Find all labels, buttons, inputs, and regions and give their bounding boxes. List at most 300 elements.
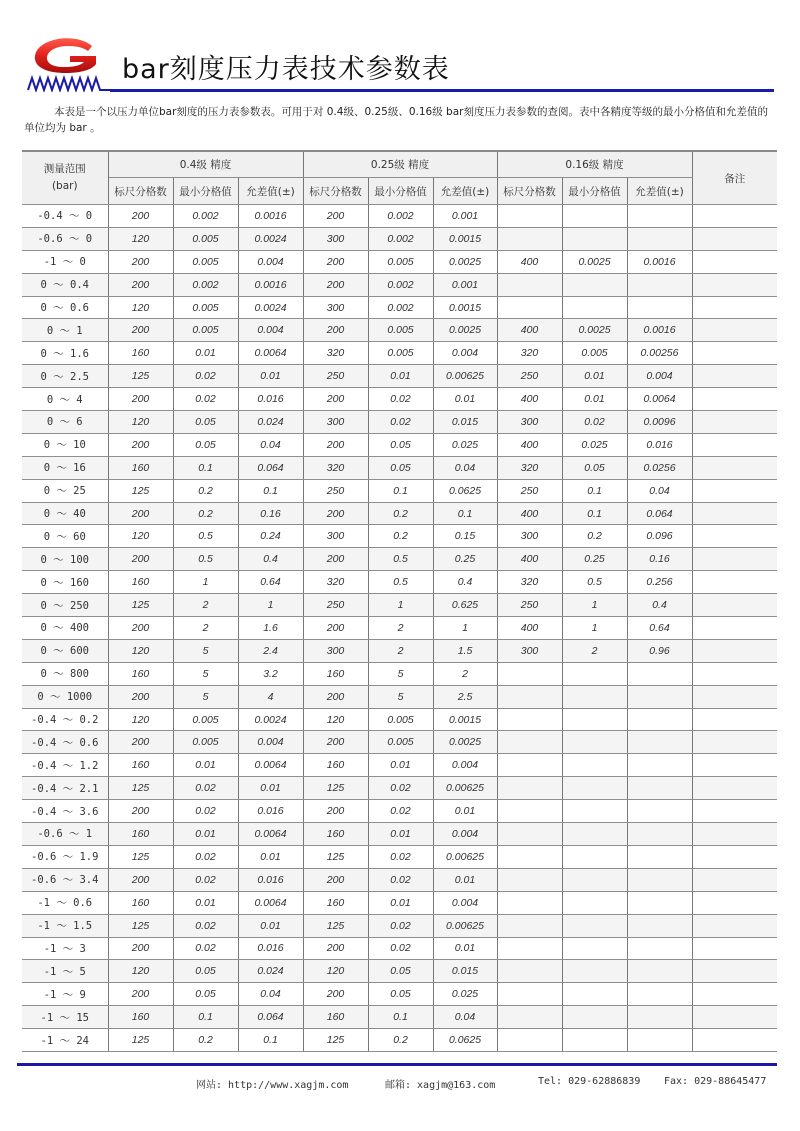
value-cell: 0.002 xyxy=(368,205,433,228)
value-cell: 0.01 xyxy=(173,891,238,914)
value-cell: 300 xyxy=(303,639,368,662)
table-row xyxy=(22,411,777,434)
table-row xyxy=(22,273,777,296)
value-cell: 0.01 xyxy=(433,868,497,891)
range-header-label: 测量范围 xyxy=(43,163,86,175)
value-cell: 125 xyxy=(108,1029,173,1052)
value-cell xyxy=(627,891,692,914)
value-cell: 300 xyxy=(303,296,368,319)
value-cell: 0.096 xyxy=(627,525,692,548)
value-cell: 160 xyxy=(303,754,368,777)
sub-header-cell: 最小分格值 xyxy=(562,178,627,205)
value-cell: 0.01 xyxy=(238,845,303,868)
remark-cell xyxy=(692,845,777,868)
value-cell: 0.05 xyxy=(173,411,238,434)
value-cell: 0.2 xyxy=(562,525,627,548)
range-header xyxy=(22,151,108,205)
value-cell: 0.01 xyxy=(173,754,238,777)
value-cell: 0.0064 xyxy=(627,388,692,411)
remark-cell xyxy=(692,960,777,983)
value-cell: 2 xyxy=(433,662,497,685)
intro-paragraph: 本表是一个以压力单位bar刻度的压力表参数表。可用于对 0.4级、0.25级、0.16级 bar刻度压力表参数的查阅。表中各精度等级的最小分格值和允差值的单位均为 bar 。 xyxy=(24,106,768,134)
value-cell: 0.02 xyxy=(173,365,238,388)
table-row xyxy=(22,845,777,868)
value-cell: 2 xyxy=(368,639,433,662)
value-cell: 250 xyxy=(303,365,368,388)
value-cell: 0.1 xyxy=(562,502,627,525)
range-cell: -1 ～ 0 xyxy=(22,250,108,273)
value-cell: 0.01 xyxy=(238,914,303,937)
value-cell: 0.05 xyxy=(173,433,238,456)
value-cell: 0.005 xyxy=(173,708,238,731)
remark-cell xyxy=(692,479,777,502)
value-cell: 0.05 xyxy=(173,960,238,983)
value-cell: 0.005 xyxy=(173,296,238,319)
value-cell: 0.02 xyxy=(173,388,238,411)
value-cell: 320 xyxy=(497,571,562,594)
value-cell xyxy=(497,685,562,708)
value-cell: 0.016 xyxy=(238,388,303,411)
value-cell: 0.2 xyxy=(368,1029,433,1052)
logo-g-icon xyxy=(35,38,96,73)
value-cell: 0.25 xyxy=(562,548,627,571)
value-cell xyxy=(562,845,627,868)
value-cell: 0.16 xyxy=(627,548,692,571)
value-cell: 0.0096 xyxy=(627,411,692,434)
value-cell: 0.25 xyxy=(433,548,497,571)
value-cell: 0.004 xyxy=(433,823,497,846)
value-cell xyxy=(497,1029,562,1052)
value-cell: 0.02 xyxy=(368,777,433,800)
value-cell: 0.1 xyxy=(368,1006,433,1029)
table-row xyxy=(22,1029,777,1052)
range-cell: 0 ～ 1.6 xyxy=(22,342,108,365)
value-cell: 0.01 xyxy=(173,342,238,365)
value-cell: 0.2 xyxy=(173,1029,238,1052)
range-cell: -1 ～ 0.6 xyxy=(22,891,108,914)
value-cell: 125 xyxy=(108,594,173,617)
group-header-0-16: 0.16级 精度 xyxy=(497,151,692,178)
value-cell: 0.01 xyxy=(238,777,303,800)
value-cell: 0.05 xyxy=(368,433,433,456)
value-cell: 0.1 xyxy=(238,1029,303,1052)
remark-cell xyxy=(692,731,777,754)
range-cell: -0.4 ～ 3.6 xyxy=(22,800,108,823)
value-cell: 125 xyxy=(303,1029,368,1052)
value-cell: 400 xyxy=(497,433,562,456)
range-cell: 0 ～ 60 xyxy=(22,525,108,548)
value-cell: 0.0625 xyxy=(433,1029,497,1052)
range-cell: -0.4 ～ 0.6 xyxy=(22,731,108,754)
value-cell: 0.256 xyxy=(627,571,692,594)
remark-cell xyxy=(692,205,777,228)
value-cell xyxy=(562,960,627,983)
value-cell xyxy=(497,1006,562,1029)
value-cell: 200 xyxy=(303,868,368,891)
value-cell: 400 xyxy=(497,617,562,640)
remark-cell xyxy=(692,342,777,365)
remark-cell xyxy=(692,708,777,731)
range-cell: 0 ～ 800 xyxy=(22,662,108,685)
value-cell: 0.2 xyxy=(173,502,238,525)
value-cell: 0.02 xyxy=(368,868,433,891)
table-row xyxy=(22,777,777,800)
value-cell: 0.64 xyxy=(627,617,692,640)
value-cell: 300 xyxy=(303,227,368,250)
value-cell: 0.02 xyxy=(368,914,433,937)
value-cell: 1.6 xyxy=(238,617,303,640)
remark-cell xyxy=(692,685,777,708)
value-cell: 0.0025 xyxy=(433,319,497,342)
value-cell: 0.015 xyxy=(433,960,497,983)
value-cell: 200 xyxy=(108,983,173,1006)
value-cell: 320 xyxy=(497,342,562,365)
table-row xyxy=(22,617,777,640)
range-cell: 0 ～ 0.4 xyxy=(22,273,108,296)
value-cell xyxy=(627,823,692,846)
table-row xyxy=(22,685,777,708)
value-cell: 0.005 xyxy=(173,731,238,754)
value-cell xyxy=(627,731,692,754)
value-cell: 125 xyxy=(108,365,173,388)
value-cell xyxy=(562,777,627,800)
value-cell xyxy=(497,754,562,777)
value-cell: 125 xyxy=(303,845,368,868)
company-logo xyxy=(26,36,110,92)
value-cell: 200 xyxy=(303,548,368,571)
table-row xyxy=(22,548,777,571)
value-cell xyxy=(562,296,627,319)
value-cell: 2 xyxy=(368,617,433,640)
value-cell: 0.0025 xyxy=(562,319,627,342)
value-cell xyxy=(627,1029,692,1052)
range-cell: 0 ～ 160 xyxy=(22,571,108,594)
table-row xyxy=(22,823,777,846)
range-cell: -1 ～ 1.5 xyxy=(22,914,108,937)
value-cell: 0.5 xyxy=(173,548,238,571)
table-row xyxy=(22,868,777,891)
table-row xyxy=(22,319,777,342)
range-cell: 0 ～ 6 xyxy=(22,411,108,434)
value-cell: 0.01 xyxy=(368,891,433,914)
value-cell xyxy=(497,960,562,983)
value-cell: 200 xyxy=(303,388,368,411)
sub-header-cell: 标尺分格数 xyxy=(108,178,173,205)
value-cell xyxy=(497,914,562,937)
table-row xyxy=(22,708,777,731)
value-cell: 0.1 xyxy=(368,479,433,502)
remark-cell xyxy=(692,983,777,1006)
value-cell xyxy=(562,914,627,937)
value-cell: 0.005 xyxy=(562,342,627,365)
range-cell: 0 ～ 10 xyxy=(22,433,108,456)
value-cell: 200 xyxy=(303,205,368,228)
value-cell: 160 xyxy=(303,662,368,685)
remark-cell xyxy=(692,433,777,456)
range-cell: -1 ～ 5 xyxy=(22,960,108,983)
value-cell: 0.04 xyxy=(433,1006,497,1029)
value-cell: 0.004 xyxy=(433,891,497,914)
value-cell: 0.01 xyxy=(433,800,497,823)
value-cell: 160 xyxy=(108,823,173,846)
value-cell: 0.015 xyxy=(433,411,497,434)
value-cell: 0.00625 xyxy=(433,365,497,388)
value-cell: 120 xyxy=(108,708,173,731)
value-cell: 0.0064 xyxy=(238,823,303,846)
value-cell: 2 xyxy=(562,639,627,662)
range-cell: -0.6 ～ 1 xyxy=(22,823,108,846)
value-cell: 120 xyxy=(108,227,173,250)
value-cell: 0.02 xyxy=(173,914,238,937)
value-cell: 0.05 xyxy=(173,983,238,1006)
value-cell: 0.01 xyxy=(173,823,238,846)
value-cell: 0.01 xyxy=(562,365,627,388)
value-cell: 200 xyxy=(108,502,173,525)
value-cell: 0.0024 xyxy=(238,296,303,319)
value-cell: 0.01 xyxy=(433,937,497,960)
value-cell: 0.0025 xyxy=(433,731,497,754)
value-cell: 0.4 xyxy=(238,548,303,571)
remark-cell xyxy=(692,411,777,434)
value-cell: 0.16 xyxy=(238,502,303,525)
value-cell: 120 xyxy=(108,411,173,434)
range-cell: -0.4 ～ 1.2 xyxy=(22,754,108,777)
table-row xyxy=(22,914,777,937)
value-cell: 200 xyxy=(108,731,173,754)
value-cell xyxy=(562,662,627,685)
value-cell: 0.0024 xyxy=(238,708,303,731)
value-cell: 160 xyxy=(303,823,368,846)
remark-cell xyxy=(692,365,777,388)
value-cell: 5 xyxy=(368,662,433,685)
remark-cell xyxy=(692,914,777,937)
value-cell xyxy=(627,708,692,731)
table-row xyxy=(22,365,777,388)
remark-cell xyxy=(692,823,777,846)
value-cell: 0.02 xyxy=(173,845,238,868)
remark-cell xyxy=(692,662,777,685)
value-cell: 120 xyxy=(108,525,173,548)
table-row xyxy=(22,800,777,823)
value-cell xyxy=(497,662,562,685)
value-cell: 0.00625 xyxy=(433,777,497,800)
value-cell: 200 xyxy=(303,937,368,960)
sub-header-cell: 允差值(±) xyxy=(433,178,497,205)
remark-cell xyxy=(692,250,777,273)
value-cell: 0.01 xyxy=(368,823,433,846)
remark-cell xyxy=(692,617,777,640)
value-cell xyxy=(497,937,562,960)
value-cell: 0.025 xyxy=(433,983,497,1006)
value-cell xyxy=(627,273,692,296)
value-cell: 0.004 xyxy=(433,342,497,365)
table-row xyxy=(22,983,777,1006)
value-cell xyxy=(497,777,562,800)
range-cell: 0 ～ 25 xyxy=(22,479,108,502)
value-cell: 0.1 xyxy=(173,1006,238,1029)
range-cell: 0 ～ 250 xyxy=(22,594,108,617)
range-cell: -1 ～ 15 xyxy=(22,1006,108,1029)
value-cell: 0.02 xyxy=(562,411,627,434)
value-cell: 200 xyxy=(303,250,368,273)
value-cell: 0.02 xyxy=(173,868,238,891)
value-cell: 125 xyxy=(303,777,368,800)
value-cell: 0.02 xyxy=(368,845,433,868)
value-cell: 0.025 xyxy=(433,433,497,456)
value-cell xyxy=(627,296,692,319)
table-row xyxy=(22,891,777,914)
value-cell: 0.01 xyxy=(433,388,497,411)
value-cell xyxy=(497,868,562,891)
value-cell xyxy=(562,708,627,731)
footer-tel: Tel: 029-62886839 xyxy=(538,1076,641,1087)
value-cell: 320 xyxy=(303,571,368,594)
value-cell: 0.2 xyxy=(173,479,238,502)
value-cell: 200 xyxy=(303,273,368,296)
range-cell: 0 ～ 600 xyxy=(22,639,108,662)
value-cell: 200 xyxy=(303,617,368,640)
value-cell: 0.625 xyxy=(433,594,497,617)
page-title: bar刻度压力表技术参数表 xyxy=(122,54,450,85)
remark-cell xyxy=(692,868,777,891)
value-cell: 200 xyxy=(303,800,368,823)
value-cell: 0.2 xyxy=(368,525,433,548)
value-cell: 0.0064 xyxy=(238,891,303,914)
value-cell: 1 xyxy=(562,617,627,640)
value-cell: 4 xyxy=(238,685,303,708)
value-cell: 0.4 xyxy=(433,571,497,594)
group-header-0-25: 0.25级 精度 xyxy=(303,151,497,178)
value-cell: 0.005 xyxy=(173,227,238,250)
value-cell xyxy=(627,937,692,960)
table-row xyxy=(22,479,777,502)
value-cell: 200 xyxy=(303,502,368,525)
value-cell: 0.005 xyxy=(368,731,433,754)
sub-header-cell: 最小分格值 xyxy=(368,178,433,205)
value-cell: 320 xyxy=(303,342,368,365)
table-row xyxy=(22,731,777,754)
value-cell: 160 xyxy=(108,1006,173,1029)
remark-cell xyxy=(692,502,777,525)
value-cell: 1.5 xyxy=(433,639,497,662)
table-row xyxy=(22,639,777,662)
value-cell: 1 xyxy=(562,594,627,617)
range-cell: -1 ～ 24 xyxy=(22,1029,108,1052)
value-cell: 0.01 xyxy=(368,365,433,388)
value-cell: 200 xyxy=(303,731,368,754)
value-cell xyxy=(562,754,627,777)
value-cell: 400 xyxy=(497,250,562,273)
value-cell: 0.005 xyxy=(368,250,433,273)
value-cell: 0.00625 xyxy=(433,845,497,868)
value-cell: 0.0064 xyxy=(238,754,303,777)
table-row xyxy=(22,342,777,365)
value-cell: 200 xyxy=(108,800,173,823)
remark-cell xyxy=(692,296,777,319)
remark-header: 备注 xyxy=(692,151,777,205)
value-cell: 200 xyxy=(108,868,173,891)
range-cell: 0 ～ 1 xyxy=(22,319,108,342)
value-cell: 120 xyxy=(108,960,173,983)
remark-cell xyxy=(692,800,777,823)
table-row xyxy=(22,433,777,456)
value-cell: 200 xyxy=(303,685,368,708)
value-cell xyxy=(497,273,562,296)
value-cell: 1 xyxy=(173,571,238,594)
value-cell xyxy=(627,845,692,868)
range-cell: -0.6 ～ 0 xyxy=(22,227,108,250)
value-cell xyxy=(497,845,562,868)
value-cell: 200 xyxy=(303,983,368,1006)
remark-cell xyxy=(692,273,777,296)
value-cell: 0.02 xyxy=(368,800,433,823)
table-row xyxy=(22,388,777,411)
value-cell: 0.64 xyxy=(238,571,303,594)
value-cell: 0.02 xyxy=(173,777,238,800)
value-cell xyxy=(562,205,627,228)
value-cell: 2 xyxy=(173,617,238,640)
value-cell: 0.5 xyxy=(368,571,433,594)
value-cell: 0.005 xyxy=(368,342,433,365)
value-cell xyxy=(627,754,692,777)
value-cell: 0.0025 xyxy=(562,250,627,273)
value-cell: 0.04 xyxy=(238,433,303,456)
value-cell: 400 xyxy=(497,502,562,525)
value-cell: 0.002 xyxy=(173,273,238,296)
value-cell: 0.0256 xyxy=(627,456,692,479)
value-cell: 0.001 xyxy=(433,205,497,228)
value-cell: 300 xyxy=(303,411,368,434)
value-cell: 5 xyxy=(173,639,238,662)
value-cell: 0.016 xyxy=(238,800,303,823)
value-cell: 0.01 xyxy=(368,754,433,777)
group-header-0-4: 0.4级 精度 xyxy=(108,151,303,178)
value-cell: 160 xyxy=(108,456,173,479)
value-cell xyxy=(497,823,562,846)
value-cell xyxy=(627,685,692,708)
value-cell: 3.2 xyxy=(238,662,303,685)
value-cell: 0.04 xyxy=(238,983,303,1006)
value-cell: 0.0016 xyxy=(627,250,692,273)
table-row xyxy=(22,250,777,273)
value-cell: 200 xyxy=(108,273,173,296)
range-cell: 0 ～ 4 xyxy=(22,388,108,411)
value-cell: 120 xyxy=(108,296,173,319)
value-cell: 160 xyxy=(108,891,173,914)
table-row xyxy=(22,205,777,228)
remark-cell xyxy=(692,639,777,662)
value-cell: 1 xyxy=(368,594,433,617)
value-cell: 0.004 xyxy=(627,365,692,388)
value-cell: 0.005 xyxy=(173,319,238,342)
value-cell xyxy=(497,708,562,731)
value-cell: 120 xyxy=(303,708,368,731)
value-cell: 0.24 xyxy=(238,525,303,548)
value-cell: 5 xyxy=(368,685,433,708)
value-cell: 1 xyxy=(238,594,303,617)
value-cell: 0.002 xyxy=(368,227,433,250)
value-cell: 400 xyxy=(497,388,562,411)
value-cell: 125 xyxy=(303,914,368,937)
value-cell: 200 xyxy=(108,250,173,273)
sub-header-cell: 允差值(±) xyxy=(627,178,692,205)
value-cell: 0.0015 xyxy=(433,708,497,731)
range-cell: 0 ～ 2.5 xyxy=(22,365,108,388)
value-cell: 300 xyxy=(497,525,562,548)
value-cell: 0.0015 xyxy=(433,227,497,250)
value-cell xyxy=(497,227,562,250)
table-row xyxy=(22,525,777,548)
